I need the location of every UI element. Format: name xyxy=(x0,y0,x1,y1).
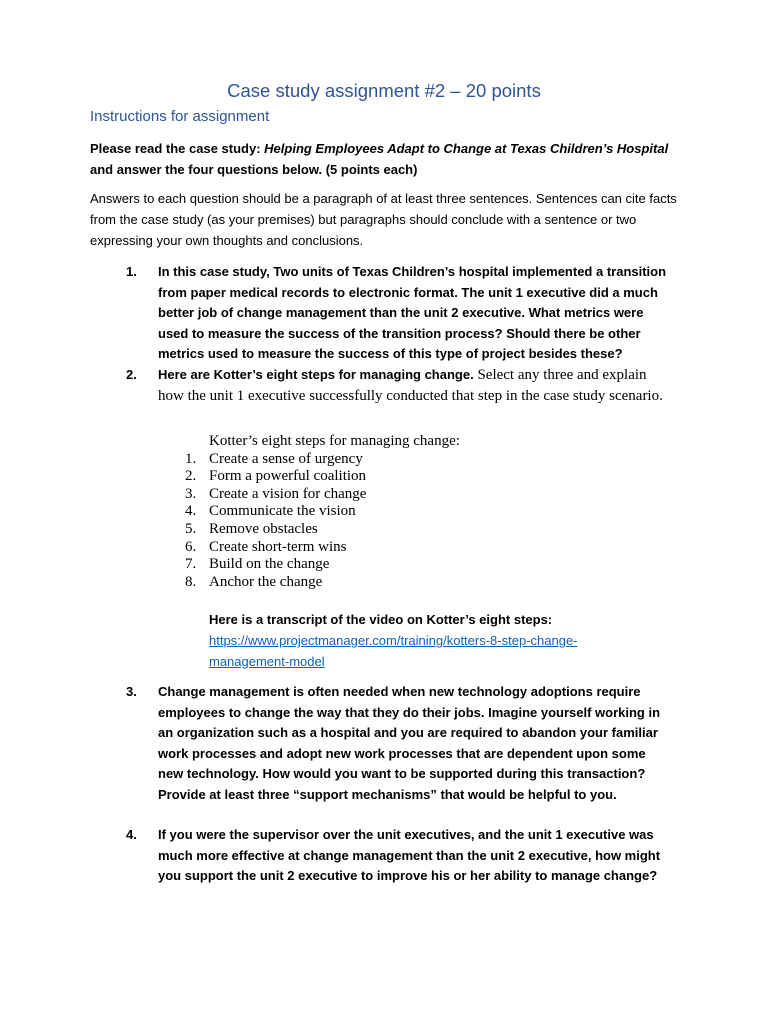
question-number: 3. xyxy=(126,684,137,699)
list-item: 1. Create a sense of urgency xyxy=(185,450,363,467)
list-item: 4. Communicate the vision xyxy=(185,503,356,520)
question-text: In this case study, Two units of Texas Children’s hospital implemented a transition from paper medical records to electronic format. The unit 1 executive did a much better job of change management than the unit 2 executive. What metrics were used to measure the success of the transition process? Should there be other metrics used to measure the success of this type of project besides these? xyxy=(158,264,667,361)
question-4 xyxy=(126,825,670,887)
transcript-block xyxy=(209,609,669,672)
question-number: 2. xyxy=(126,367,137,382)
list-item: 3. Create a vision for change xyxy=(185,485,367,502)
question-text xyxy=(158,365,670,406)
list-item: 5. Remove obstacles xyxy=(185,520,318,537)
question-text: If you were the supervisor over the unit executives, and the unit 1 executive was much more effective at change management than the unit 2 executive, how might you support the unit 2 executive to improve his or her ability to manage change? xyxy=(158,827,661,883)
case-study-title: Helping Employees Adapt to Change at Texas Children’s Hospital xyxy=(264,141,669,156)
question-text: Change management is often needed when new technology adoptions require employees to change the way that they do their jobs. Imagine yourself working in an organization such as a hospital and you are required to abandon your familiar work processes and adopt new work processes that are dependent upon some new technology. How would you want to be supported during this transaction? Provide at least three “support mechanisms” that would be helpful to you. xyxy=(158,684,661,802)
page-title: Case study assignment #2 – 20 points xyxy=(227,80,541,101)
list-item: 2. Form a powerful coalition xyxy=(185,468,367,485)
instructions-heading: Instructions for assignment xyxy=(90,108,270,125)
question-text-lead: Here are Kotter’s eight steps for managing change. xyxy=(158,367,474,382)
question-3 xyxy=(126,682,670,805)
question-text-tail: Select any three and explain how the unit 1 executive successfully conducted that step in the case study scenario. xyxy=(158,367,663,404)
question-number: 1. xyxy=(126,264,137,279)
intro-tail: and answer the four questions below. (5 points each) xyxy=(90,162,418,177)
kotter-steps-list xyxy=(185,433,585,591)
intro-paragraph xyxy=(90,138,690,180)
question-number: 4. xyxy=(126,827,137,842)
kotter-heading: Kotter’s eight steps for managing change: xyxy=(209,433,460,449)
list-item: 8. Anchor the change xyxy=(185,573,323,590)
transcript-link[interactable]: https://www.projectmanager.com/training/kotters-8-step-change- management-model xyxy=(209,633,578,669)
intro-lead: Please read the case study: xyxy=(90,141,265,156)
list-item: 6. Create short-term wins xyxy=(185,538,347,555)
guidance-paragraph: Answers to each question should be a paragraph of at least three sentences. Sentences can cite facts from the case study (as your premises) but paragraphs should conclude with a sentence or two expressing your own thoughts and conclusions. xyxy=(90,191,677,248)
question-1 xyxy=(126,262,670,365)
transcript-label: Here is a transcript of the video on Kotter’s eight steps: xyxy=(209,612,553,627)
list-item: 7. Build on the change xyxy=(185,556,330,573)
question-2 xyxy=(126,365,670,406)
